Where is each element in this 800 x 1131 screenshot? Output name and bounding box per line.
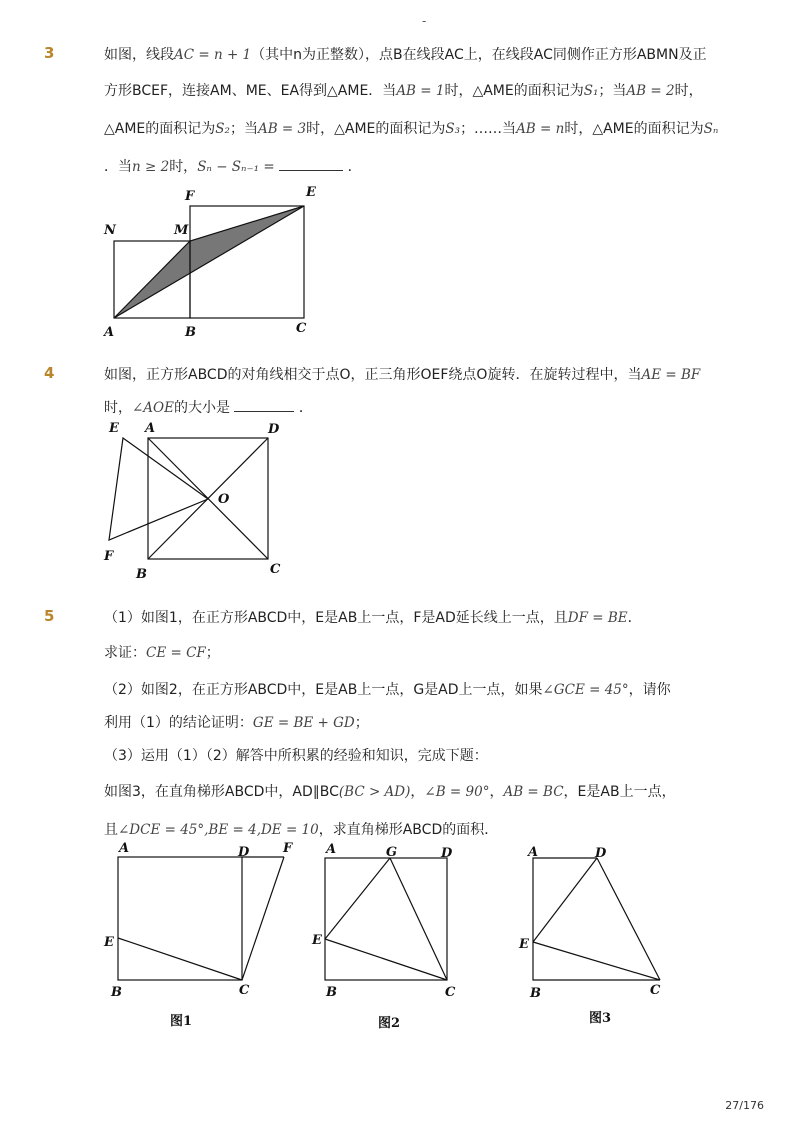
label-m: M xyxy=(174,223,189,238)
q5-line-2: 求证：CE = CF； xyxy=(104,645,220,661)
label-d: D xyxy=(238,845,250,860)
label-a: A xyxy=(326,842,337,857)
label-g: G xyxy=(386,845,398,860)
label-b: B xyxy=(326,985,337,1000)
label-b: B xyxy=(185,325,196,340)
label-d: D xyxy=(268,422,280,437)
q4-line-2: 时，∠AOE的大小是 ． xyxy=(104,400,313,416)
label-b: B xyxy=(530,986,541,1001)
q4-line-1: 如图，正方形ABCD的对角线相交于点O，正三角形OEF绕点O旋转．在旋转过程中，当AE = BF xyxy=(104,367,701,383)
q3-line-4: ．当n ≥ 2时，Sₙ − Sₙ₋₁ = ． xyxy=(104,159,362,175)
q5-line-3: （2）如图2，在正方形ABCD中，E是AB上一点，G是AD上一点，如果∠GCE = 45°，请你 xyxy=(104,682,671,698)
label-f: F xyxy=(283,841,293,856)
label-c: C xyxy=(650,983,661,998)
caption-fig-1: 图1 xyxy=(170,1014,193,1029)
q5-line-7: 且∠DCE = 45°,BE = 4,DE = 10，求直角梯形ABCD的面积． xyxy=(104,822,499,838)
question-number-3: 3 xyxy=(44,44,55,62)
label-f: F xyxy=(104,549,114,564)
q5-line-5: （3）运用（1）（2）解答中所积累的经验和知识，完成下题： xyxy=(104,748,488,764)
q5-line-1: （1）如图1，在正方形ABCD中，E是AB上一点，F是AD延长线上一点，且DF = BE． xyxy=(104,610,642,626)
label-a: A xyxy=(528,845,539,860)
question-number-5: 5 xyxy=(44,607,55,625)
label-n: N xyxy=(104,223,116,238)
label-e: E xyxy=(312,933,322,948)
label-c: C xyxy=(239,983,250,998)
label-e: E xyxy=(306,185,316,200)
question-number-4: 4 xyxy=(44,364,55,382)
label-a: A xyxy=(145,421,156,436)
label-b: B xyxy=(111,985,122,1000)
q5-line-4: 利用（1）的结论证明：GE = BE + GD； xyxy=(104,715,369,731)
q3-line-3: △AME的面积记为S₂；当AB = 3时，△AME的面积记为S₃；……当AB = n时，△AME的面积记为Sₙ xyxy=(104,121,719,137)
trapezoid-abcd xyxy=(533,858,660,980)
label-e: E xyxy=(109,421,119,436)
header-mark: - xyxy=(422,14,427,28)
label-f: F xyxy=(185,189,195,204)
label-c: C xyxy=(445,985,456,1000)
label-e: E xyxy=(104,935,114,950)
q3-line-2: 方形BCEF，连接AM、ME、EA得到△AME．当AB = 1时，△AME的面积记为S₁；当AB = 2时， xyxy=(104,83,703,99)
q3-line-1: 如图，线段AC = n + 1（其中n为正整数），点B在线段AC上，在线段AC同侧作正方形ABMN及正 xyxy=(104,47,707,63)
label-a: A xyxy=(104,325,115,340)
segment-ed xyxy=(533,858,597,942)
segment-ec xyxy=(533,942,660,980)
caption-fig-2: 图2 xyxy=(378,1016,401,1031)
label-d: D xyxy=(595,846,607,861)
label-e: E xyxy=(519,937,529,952)
label-d: D xyxy=(441,846,453,861)
label-c: C xyxy=(296,321,307,336)
label-a: A xyxy=(119,841,130,856)
page-number: 27/176 xyxy=(725,1099,764,1112)
label-o: O xyxy=(218,492,230,507)
segment-dc xyxy=(597,858,660,980)
caption-fig-3: 图3 xyxy=(589,1011,612,1026)
label-b: B xyxy=(136,567,147,582)
label-c: C xyxy=(270,562,281,577)
q5-line-6: 如图3，在直角梯形ABCD中，AD∥BC(BC > AD)，∠B = 90°，AB = BC，E是AB上一点， xyxy=(104,784,676,800)
